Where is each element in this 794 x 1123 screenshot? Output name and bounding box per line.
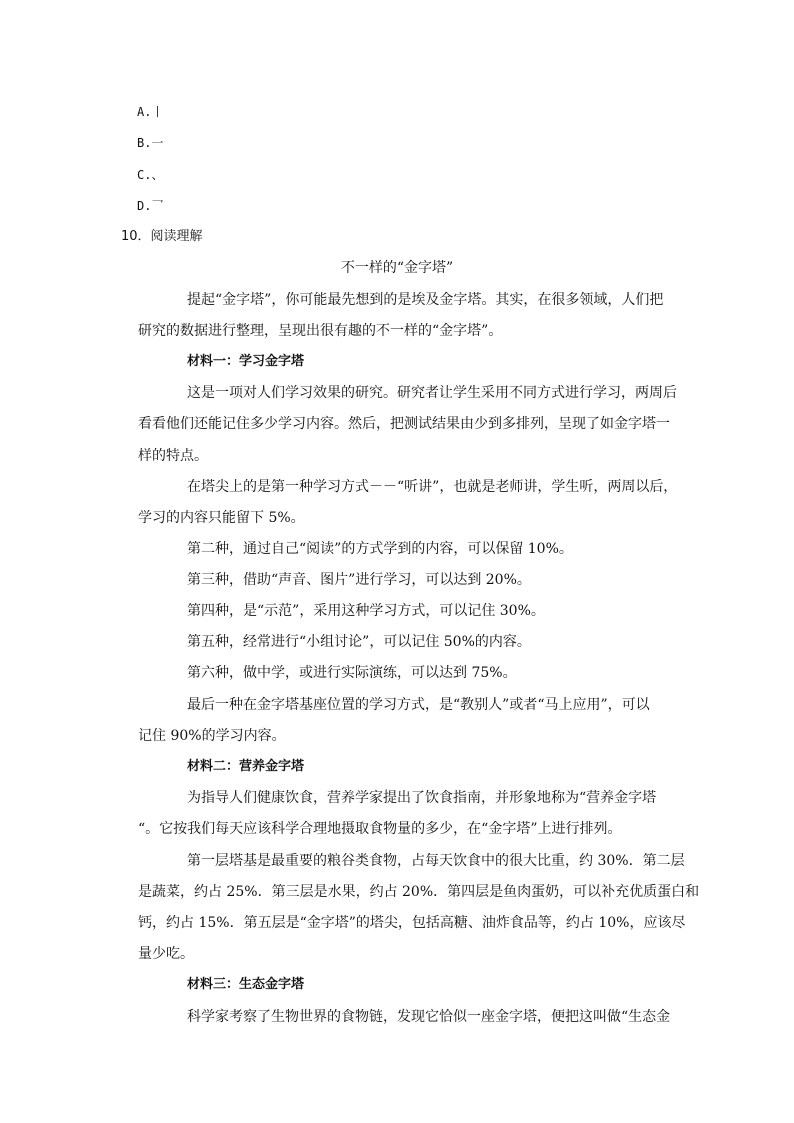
paragraph-line: 提起“金字塔”，你可能最先想到的是埃及金字塔。其实，在很多领域，人们把 <box>187 292 664 308</box>
option-c: C.、 <box>137 168 164 182</box>
question-number: 10． <box>121 229 151 244</box>
paragraph-line: 是蔬菜，约占 25%．第三层是水果，约占 20%．第四层是鱼肉蛋奶，可以补充优质蛋白和 <box>138 884 700 900</box>
paragraph-line: 学习的内容只能留下 5%。 <box>138 510 305 526</box>
paragraph-line: 看看他们还能记住多少学习内容。然后，把测试结果由少到多排列，呈现了如金字塔一 <box>138 416 670 432</box>
section-heading: 材料二：营养金字塔 <box>187 759 305 774</box>
section-heading: 材料三：生态金字塔 <box>187 977 305 992</box>
paragraph-line: 第四种，是“示范”，采用这种学习方式，可以记住 30%。 <box>187 603 545 619</box>
paragraph-line: 第五种，经常进行“小组讨论”，可以记住 50%的内容。 <box>187 634 531 650</box>
paragraph-line: 钙，约占 15%．第五层是“金字塔”的塔尖，包括高糖、油炸食品等，约占 10%，应该尽 <box>138 915 686 931</box>
paragraph-line: 为指导人们健康饮食，营养学家提出了饮食指南，并形象地称为“营养金字塔 <box>187 790 657 806</box>
paragraph-line: 量少吃。 <box>138 946 194 962</box>
paragraph-line: 研究的数据进行整理，呈现出很有趣的不一样的“金字塔”。 <box>138 323 503 339</box>
paragraph-line: 记住 90%的学习内容。 <box>138 728 286 744</box>
option-d: D.乛 <box>137 199 164 213</box>
paragraph-line: 第二种，通过自己“阅读”的方式学到的内容，可以保留 10%。 <box>187 541 573 557</box>
paragraph-line: “。它按我们每天应该科学合理地摄取食物量的多少，在“金字塔”上进行排列。 <box>138 821 622 837</box>
paragraph-line: 最后一种在金字塔基座位置的学习方式，是“教别人”或者“马上应用”，可以 <box>187 697 650 713</box>
paragraph-line: 第一层塔基是最重要的粮谷类食物，占每天饮食中的很大比重，约 30%．第二层 <box>187 853 685 869</box>
paragraph-line: 在塔尖上的是第一种学习方式－－“听讲”，也就是老师讲，学生听，两周以后， <box>187 479 678 495</box>
option-a: A.丨 <box>137 105 164 119</box>
paragraph-line: 科学家考察了生物世界的食物链，发现它恰似一座金字塔，便把这叫做“生态金 <box>187 1009 671 1025</box>
option-b: B.一 <box>137 136 164 150</box>
question-type: 阅读理解 <box>150 229 203 244</box>
section-heading: 材料一：学习金字塔 <box>187 354 305 369</box>
paragraph-line: 第三种，借助“声音、图片”进行学习，可以达到 20%。 <box>187 572 531 588</box>
article-title: 不一样的“金字塔” <box>340 260 454 276</box>
paragraph-line: 第六种，做中学，或进行实际演练，可以达到 75%。 <box>187 665 517 681</box>
paragraph-line: 样的特点。 <box>138 448 208 464</box>
question-header <box>121 227 203 247</box>
paragraph-line: 这是一项对人们学习效果的研究。研究者让学生采用不同方式进行学习，两周后 <box>187 385 677 401</box>
